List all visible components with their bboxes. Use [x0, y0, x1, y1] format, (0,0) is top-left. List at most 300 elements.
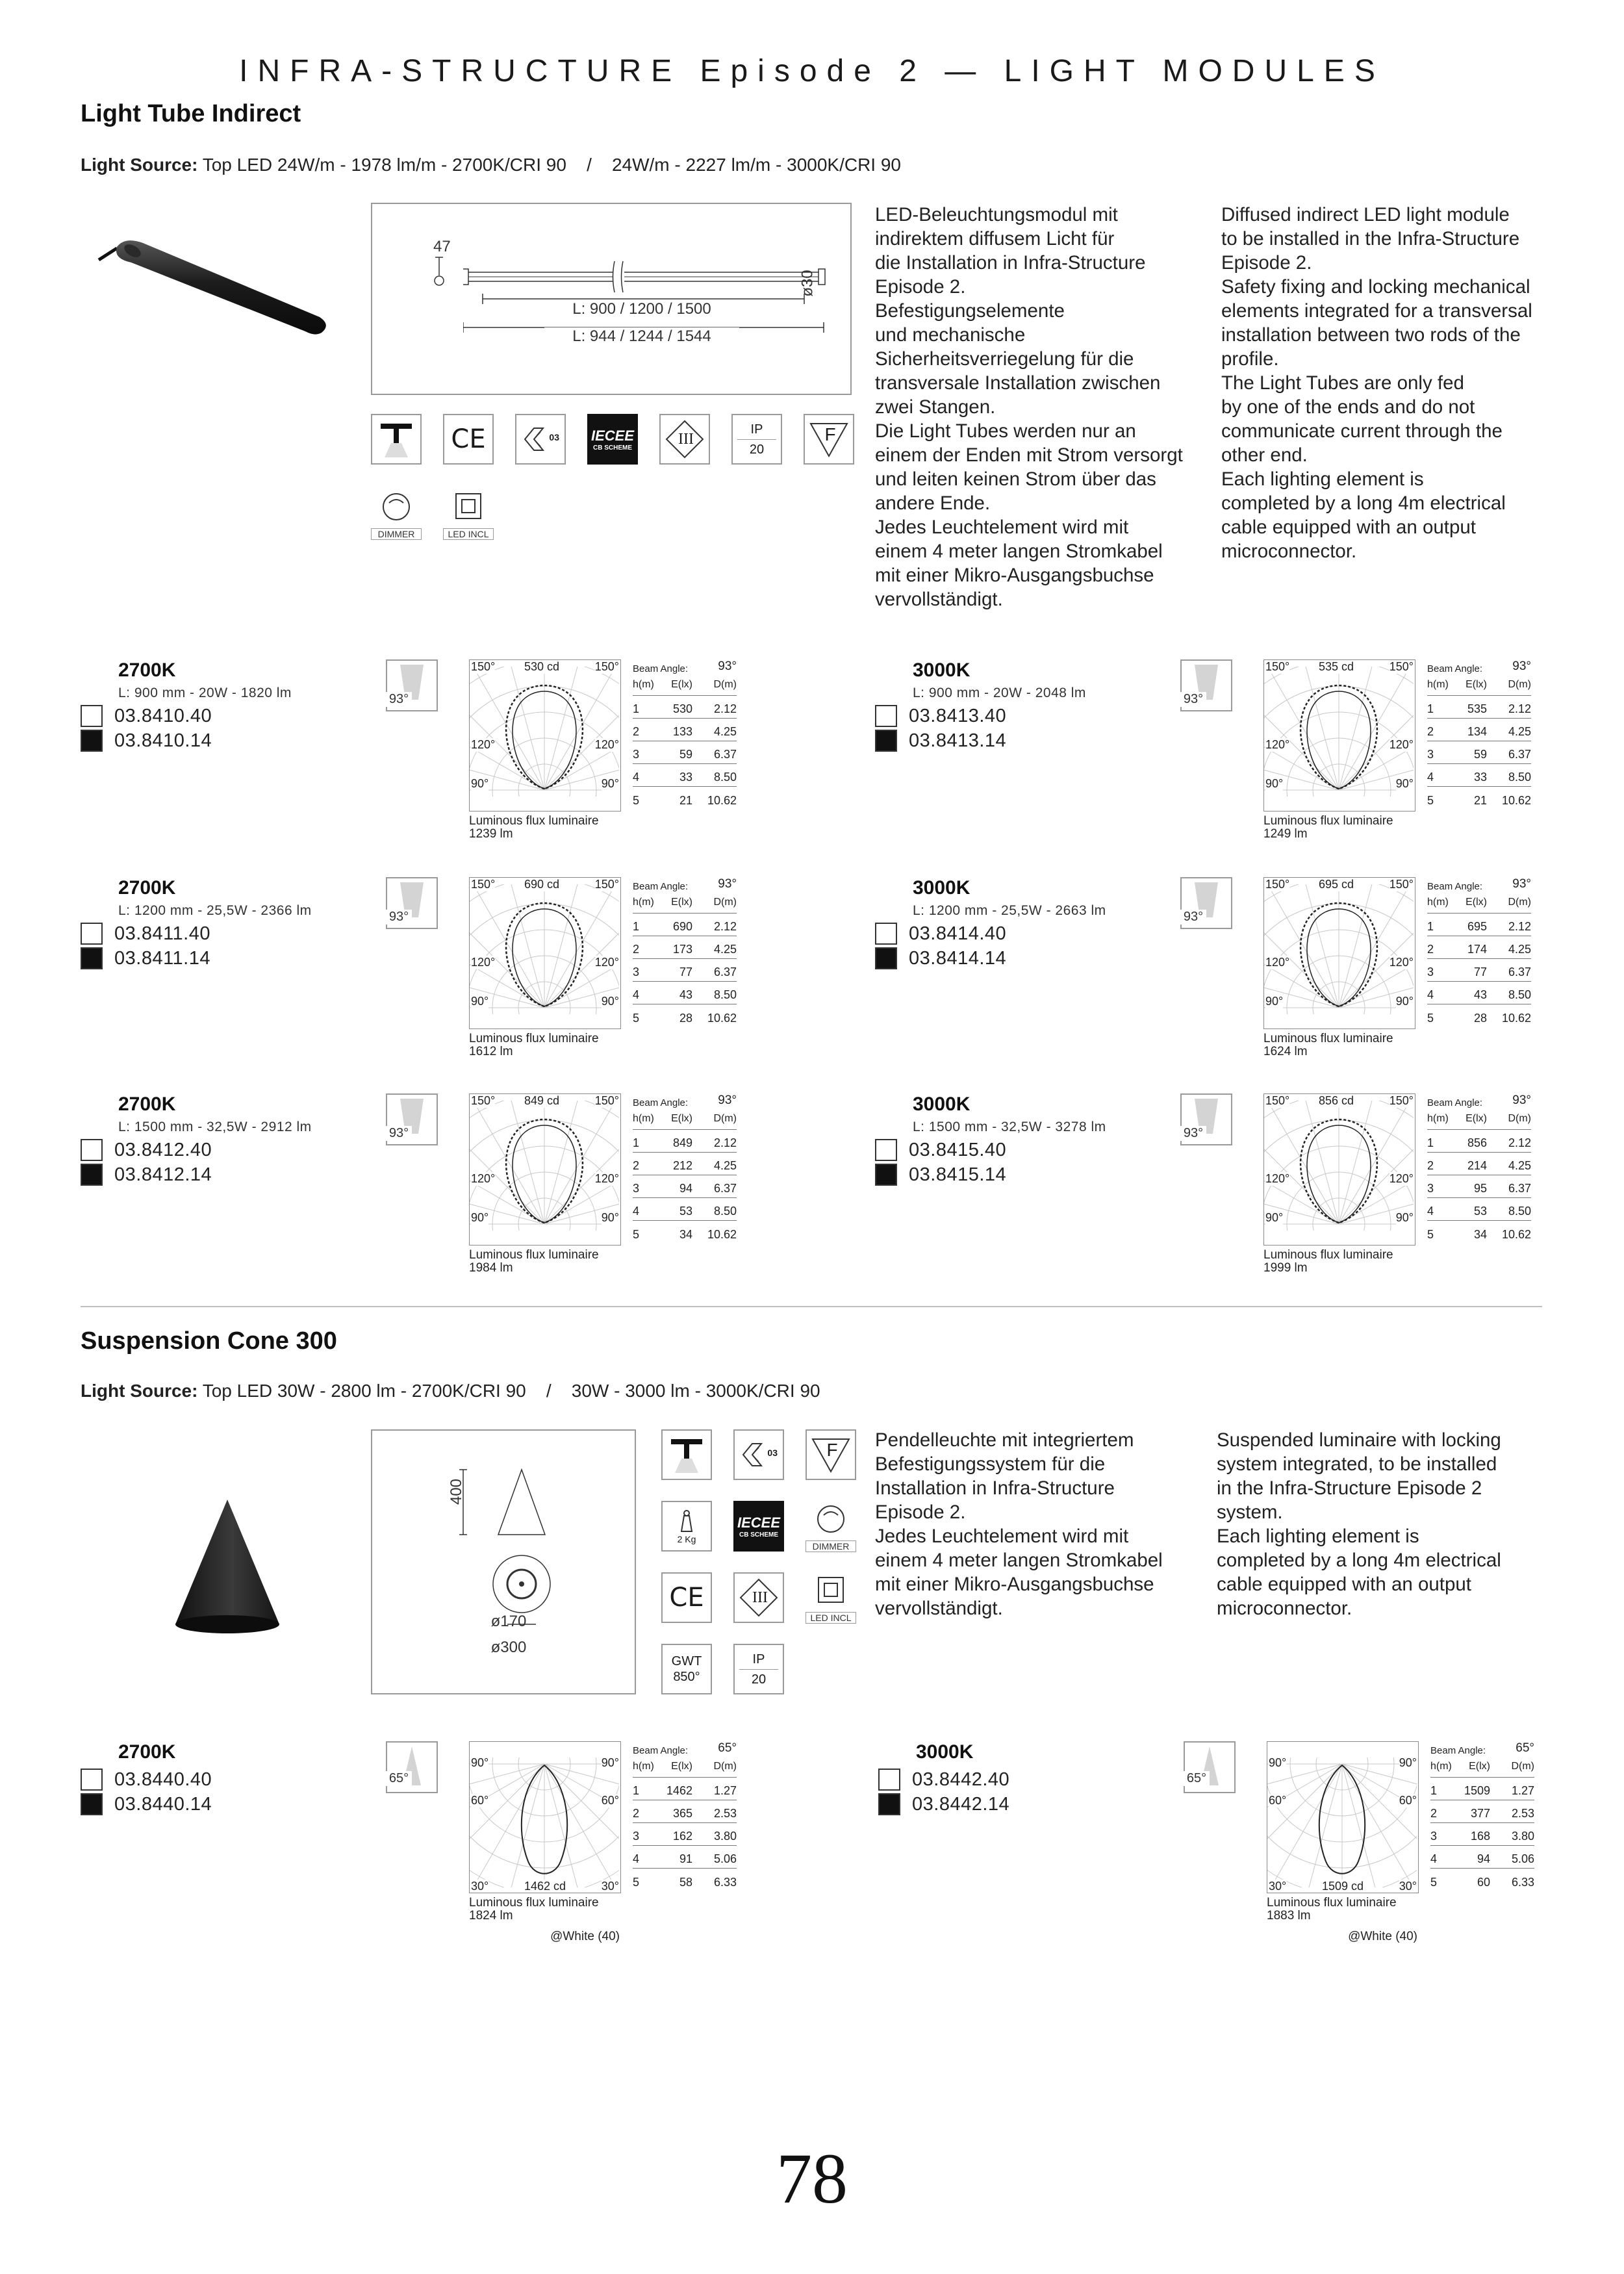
beam-angle-value: 93°	[718, 659, 737, 673]
cone-description-en: Suspended luminaire with locking system integrated, to be installed in the Infra-Structure Episode 2 system. Each lighting element is completed by a long 4m electrical cable equipped with an output microconnector.	[1217, 1429, 1501, 1619]
polar-curve-graphic	[470, 884, 619, 1014]
iecee-icon: IECEE CB SCHEME	[587, 414, 638, 465]
polar-angle-label: 120°	[471, 738, 496, 751]
article-code-black: 03.8442.14	[912, 1793, 1010, 1815]
cell-illuminance: 174	[1467, 943, 1487, 956]
article-code-white: 03.8440.40	[114, 1769, 212, 1790]
article-code-black: 03.8413.14	[909, 730, 1007, 751]
polar-angle-label: 90°	[471, 1211, 489, 1224]
polar-angle-label: 90°	[1269, 1756, 1287, 1769]
cell-height: 1	[633, 1784, 640, 1797]
polar-diagram	[1263, 1093, 1415, 1246]
cell-height: 4	[633, 988, 640, 1001]
illuminance-table	[1430, 1741, 1534, 1891]
cone-outer-diameter: ø300	[490, 1639, 527, 1656]
table-row	[1430, 1778, 1534, 1800]
cell-diameter: 6.33	[713, 1876, 737, 1889]
polar-angle-label: 150°	[594, 878, 619, 891]
column-illuminance: E(lx)	[671, 897, 692, 908]
tube-diameter-label: ø30	[798, 270, 817, 297]
cell-diameter: 3.80	[1511, 1830, 1534, 1843]
cone-inner-diameter: ø170	[490, 1613, 527, 1630]
luminous-flux-value: 1249 lm	[1263, 827, 1308, 841]
cell-illuminance: 28	[679, 1012, 692, 1025]
cell-height: 5	[633, 1876, 640, 1889]
white-finish-swatch	[81, 1769, 103, 1791]
column-illuminance: E(lx)	[1465, 1113, 1487, 1124]
table-columns	[1427, 679, 1531, 696]
table-row	[633, 1221, 737, 1244]
class-iii-icon: III	[659, 414, 710, 465]
table-row	[1427, 741, 1531, 764]
column-illuminance: E(lx)	[1465, 897, 1487, 908]
table-row	[1430, 1846, 1534, 1869]
column-illuminance: E(lx)	[1465, 679, 1487, 690]
cell-illuminance: 34	[1473, 1228, 1487, 1241]
illuminance-table	[1427, 659, 1531, 810]
cell-height: 2	[633, 725, 640, 738]
code-row-black	[875, 946, 1006, 971]
light-source-text: Top LED 30W - 2800 lm - 2700K/CRI 90 / 30W - 3000 lm - 3000K/CRI 90	[197, 1381, 820, 1401]
luminous-flux-label: Luminous flux luminaire	[469, 1896, 599, 1910]
cell-diameter: 6.37	[713, 748, 737, 761]
cell-height: 5	[1427, 794, 1434, 807]
color-temperature: 2700K	[118, 1741, 176, 1763]
cell-height: 2	[633, 1807, 640, 1820]
article-code-black: 03.8410.14	[114, 730, 212, 751]
glow-wire-icon: GWT 850°	[661, 1644, 712, 1694]
beam-angle-value: 93°	[1512, 659, 1531, 673]
polar-angle-label: 30°	[471, 1880, 489, 1893]
table-row	[633, 913, 737, 936]
cell-illuminance: 168	[1470, 1830, 1490, 1843]
cell-diameter: 6.37	[713, 1182, 737, 1195]
table-header	[1430, 1741, 1534, 1761]
polar-candela-label: 690 cd	[524, 878, 560, 891]
polar-angle-label: 150°	[471, 1094, 496, 1107]
luminous-flux-label: Luminous flux luminaire	[469, 1248, 599, 1262]
luminous-flux-value: 1824 lm	[469, 1909, 513, 1923]
column-diameter: D(m)	[713, 1761, 737, 1772]
cell-illuminance: 849	[672, 1136, 692, 1149]
beam-angle-label: Beam Angle:	[1427, 1097, 1483, 1108]
black-finish-swatch	[81, 1164, 103, 1186]
polar-curve-graphic	[1267, 1757, 1417, 1887]
polar-angle-label: 90°	[471, 995, 489, 1008]
article-code-white: 03.8413.40	[909, 705, 1007, 726]
color-temperature: 2700K	[118, 1093, 176, 1115]
polar-angle-label: 120°	[1265, 956, 1290, 969]
table-row	[633, 1869, 737, 1891]
cell-illuminance: 95	[1473, 1182, 1487, 1195]
cell-height: 3	[1427, 1182, 1434, 1195]
column-height: h(m)	[633, 1761, 654, 1772]
polar-angle-label: 90°	[1265, 777, 1284, 790]
column-height: h(m)	[1427, 1113, 1449, 1124]
table-row	[1427, 1004, 1531, 1027]
cell-diameter: 2.53	[713, 1807, 737, 1820]
beam-angle-label: Beam Angle:	[1430, 1745, 1486, 1756]
variant-spec: L: 900 mm - 20W - 1820 lm	[118, 685, 292, 700]
cell-illuminance: 33	[1473, 771, 1487, 784]
polar-angle-label: 120°	[471, 1172, 496, 1185]
cell-illuminance: 162	[672, 1830, 692, 1843]
code-row-black	[875, 1162, 1006, 1187]
cell-illuminance: 212	[672, 1159, 692, 1172]
table-row	[633, 1153, 737, 1175]
finish-note: @White (40)	[550, 1930, 620, 1943]
cell-height: 4	[1430, 1852, 1438, 1865]
cell-illuminance: 91	[679, 1852, 692, 1865]
cell-illuminance: 58	[679, 1876, 692, 1889]
cell-illuminance: 856	[1467, 1136, 1487, 1149]
cell-height: 1	[1427, 1136, 1434, 1149]
light-source-label: Light Source:	[81, 155, 198, 175]
cell-height: 1	[1430, 1784, 1438, 1797]
column-diameter: D(m)	[1511, 1761, 1534, 1772]
cell-diameter: 2.12	[713, 702, 737, 715]
product-variant	[878, 1741, 1624, 1943]
beam-angle-value: 93°	[718, 1093, 737, 1107]
polar-angle-label: 90°	[1395, 1211, 1414, 1224]
variant-spec: L: 900 mm - 20W - 2048 lm	[913, 685, 1086, 700]
cell-height: 3	[633, 1182, 640, 1195]
polar-angle-label: 150°	[1389, 878, 1414, 891]
code-row-white	[875, 704, 1006, 728]
illuminance-table	[1427, 1093, 1531, 1244]
cell-height: 3	[633, 965, 640, 978]
beam-angle-icon-label: 65°	[386, 1771, 412, 1786]
white-finish-swatch	[875, 923, 897, 945]
cone-drawing	[450, 1463, 580, 1665]
beam-angle-label: Beam Angle:	[633, 1745, 689, 1756]
beam-angle-label: Beam Angle:	[1427, 881, 1483, 892]
cell-illuminance: 77	[1473, 965, 1487, 978]
dimmer-icon: DIMMER	[371, 489, 422, 539]
cell-height: 1	[633, 1136, 640, 1149]
illuminance-table	[633, 1741, 737, 1891]
polar-angle-label: 150°	[1265, 1094, 1290, 1107]
cell-diameter: 8.50	[713, 1205, 737, 1218]
table-row	[633, 1130, 737, 1153]
color-temperature: 2700K	[118, 877, 176, 899]
polar-angle-label: 90°	[1395, 995, 1414, 1008]
table-row	[1430, 1823, 1534, 1846]
black-finish-swatch	[81, 730, 103, 752]
cell-illuminance: 377	[1470, 1807, 1490, 1820]
polar-angle-label: 120°	[1265, 738, 1290, 751]
cell-diameter: 10.62	[707, 1228, 737, 1241]
cell-diameter: 4.25	[713, 943, 737, 956]
table-header	[633, 659, 737, 679]
cell-height: 4	[633, 1205, 640, 1218]
cone-height-label: 400	[448, 1478, 466, 1505]
table-row	[633, 982, 737, 1004]
polar-curve-graphic	[470, 1757, 619, 1887]
cell-diameter: 10.62	[1501, 1228, 1531, 1241]
color-temperature: 2700K	[118, 659, 176, 681]
cell-height: 5	[1427, 1012, 1434, 1025]
table-row	[633, 959, 737, 982]
code-row-black	[81, 728, 212, 753]
polar-angle-label: 30°	[1399, 1880, 1417, 1893]
polar-angle-label: 90°	[601, 1756, 619, 1769]
polar-angle-label: 120°	[594, 738, 619, 751]
table-header	[1427, 1093, 1531, 1113]
cell-diameter: 5.06	[1511, 1852, 1534, 1865]
luminous-flux-label: Luminous flux luminaire	[1263, 1248, 1393, 1262]
polar-curve-graphic	[1264, 884, 1414, 1014]
polar-angle-label: 120°	[594, 956, 619, 969]
table-row	[633, 1004, 737, 1027]
polar-angle-label: 120°	[1389, 1172, 1414, 1185]
cell-height: 5	[1430, 1876, 1438, 1889]
cell-illuminance: 21	[679, 794, 692, 807]
white-finish-swatch	[875, 1139, 897, 1161]
ce-mark-icon: CE	[661, 1572, 712, 1623]
cell-height: 4	[1427, 988, 1434, 1001]
luminous-flux-value: 1999 lm	[1263, 1261, 1308, 1275]
table-columns	[633, 679, 737, 696]
code-row-white	[81, 1138, 212, 1162]
column-illuminance: E(lx)	[1469, 1761, 1490, 1772]
polar-curve-graphic	[1264, 667, 1414, 797]
luminous-flux-value: 1239 lm	[469, 827, 513, 841]
table-row	[1427, 719, 1531, 741]
finish-note: @White (40)	[1348, 1930, 1417, 1943]
table-row	[1427, 913, 1531, 936]
article-code-black: 03.8414.14	[909, 947, 1007, 969]
table-header	[633, 1093, 737, 1113]
polar-angle-label: 90°	[1399, 1756, 1417, 1769]
cell-height: 2	[633, 943, 640, 956]
cell-diameter: 4.25	[1508, 943, 1531, 956]
cell-diameter: 2.12	[1508, 920, 1531, 933]
cell-diameter: 8.50	[1508, 988, 1531, 1001]
cell-illuminance: 53	[679, 1205, 692, 1218]
variant-spec: L: 1500 mm - 32,5W - 2912 lm	[118, 1119, 312, 1134]
beam-angle-label: Beam Angle:	[633, 881, 689, 892]
polar-candela-label: 535 cd	[1319, 660, 1354, 673]
polar-angle-label: 120°	[1389, 738, 1414, 751]
product-variant	[81, 1093, 828, 1288]
table-row	[1430, 1800, 1534, 1823]
polar-diagram	[469, 659, 621, 811]
cell-height: 5	[1427, 1228, 1434, 1241]
polar-angle-label: 30°	[601, 1880, 619, 1893]
cell-diameter: 4.25	[713, 1159, 737, 1172]
polar-diagram	[1263, 659, 1415, 811]
white-finish-swatch	[875, 705, 897, 727]
table-columns	[1430, 1761, 1534, 1778]
column-diameter: D(m)	[1508, 1113, 1531, 1124]
section-title-cone: Suspension Cone 300	[81, 1327, 337, 1355]
light-source-label: Light Source:	[81, 1381, 198, 1401]
column-height: h(m)	[1430, 1761, 1452, 1772]
cell-diameter: 1.27	[1511, 1784, 1534, 1797]
color-temperature: 3000K	[913, 659, 971, 681]
cell-diameter: 1.27	[713, 1784, 737, 1797]
table-row	[633, 1823, 737, 1846]
code-row-white	[81, 704, 212, 728]
beam-angle-icon-label: 65°	[1184, 1771, 1210, 1786]
light-source-text: Top LED 24W/m - 1978 lm/m - 2700K/CRI 90 / 24W/m - 2227 lm/m - 3000K/CRI 90	[197, 155, 902, 175]
polar-diagram	[1267, 1741, 1419, 1893]
cell-height: 1	[1427, 702, 1434, 715]
code-row-black	[81, 1162, 212, 1187]
cell-illuminance: 43	[1473, 988, 1487, 1001]
black-finish-swatch	[81, 947, 103, 969]
polar-angle-label: 90°	[1265, 995, 1284, 1008]
cell-illuminance: 94	[1477, 1852, 1490, 1865]
polar-angle-label: 60°	[601, 1794, 619, 1807]
luminous-flux-value: 1984 lm	[469, 1261, 513, 1275]
cell-diameter: 6.37	[1508, 1182, 1531, 1195]
polar-candela-label: 849 cd	[524, 1094, 560, 1107]
tube-height-label: 47	[433, 238, 451, 255]
beam-angle-icon-label: 93°	[386, 910, 412, 925]
led-included-icon: LED INCL	[806, 1572, 856, 1623]
table-row	[633, 696, 737, 719]
luminous-flux-value: 1883 lm	[1267, 1909, 1311, 1923]
cell-illuminance: 43	[679, 988, 692, 1001]
article-code-white: 03.8414.40	[909, 923, 1007, 944]
color-temperature: 3000K	[913, 877, 971, 899]
beam-angle-label: Beam Angle:	[1427, 663, 1483, 674]
cell-height: 3	[633, 748, 640, 761]
cell-illuminance: 28	[1473, 1012, 1487, 1025]
cell-diameter: 4.25	[1508, 725, 1531, 738]
column-diameter: D(m)	[1508, 679, 1531, 690]
column-illuminance: E(lx)	[671, 1113, 692, 1124]
illuminance-table	[633, 659, 737, 810]
cell-height: 3	[633, 1830, 640, 1843]
beam-angle-icon-label: 93°	[386, 1126, 412, 1141]
f-mark-icon: F	[806, 1429, 856, 1480]
cell-illuminance: 77	[679, 965, 692, 978]
cell-diameter: 8.50	[713, 771, 737, 784]
polar-candela-label: 1509 cd	[1322, 1880, 1364, 1893]
table-row	[633, 787, 737, 810]
white-finish-swatch	[81, 1139, 103, 1161]
cone-light-source	[81, 1381, 820, 1401]
table-row	[633, 719, 737, 741]
tube-product-image	[91, 221, 338, 351]
polar-angle-label: 120°	[471, 956, 496, 969]
table-columns	[633, 1761, 737, 1778]
cell-height: 1	[633, 702, 640, 715]
cell-height: 2	[1430, 1807, 1438, 1820]
column-height: h(m)	[633, 1113, 654, 1124]
beam-angle-value: 65°	[718, 1741, 737, 1755]
cell-diameter: 8.50	[713, 988, 737, 1001]
polar-candela-label: 695 cd	[1319, 878, 1354, 891]
code-row-white	[81, 921, 210, 946]
beam-angle-value: 93°	[718, 877, 737, 891]
polar-angle-label: 150°	[1389, 660, 1414, 673]
code-row-white	[875, 1138, 1006, 1162]
article-code-white: 03.8415.40	[909, 1139, 1007, 1160]
article-code-black: 03.8440.14	[114, 1793, 212, 1815]
table-header	[633, 877, 737, 897]
cell-illuminance: 133	[672, 725, 692, 738]
cell-illuminance: 214	[1467, 1159, 1487, 1172]
polar-candela-label: 1462 cd	[524, 1880, 566, 1893]
polar-angle-label: 150°	[1265, 878, 1290, 891]
table-header	[1427, 877, 1531, 897]
code-row-black	[81, 1792, 212, 1817]
cell-illuminance: 94	[679, 1182, 692, 1195]
white-finish-swatch	[878, 1769, 900, 1791]
table-columns	[633, 897, 737, 913]
tube-length-outer: L: 944 / 1244 / 1544	[544, 327, 739, 346]
cell-height: 3	[1427, 965, 1434, 978]
polar-angle-label: 150°	[1265, 660, 1290, 673]
code-row-black	[81, 946, 210, 971]
polar-angle-label: 120°	[1265, 1172, 1290, 1185]
luminous-flux-label: Luminous flux luminaire	[1263, 1032, 1393, 1045]
cell-diameter: 4.25	[713, 725, 737, 738]
variant-spec: L: 1200 mm - 25,5W - 2366 lm	[118, 903, 312, 918]
table-columns	[1427, 1113, 1531, 1130]
cell-height: 4	[633, 771, 640, 784]
table-row	[1427, 1153, 1531, 1175]
cell-height: 4	[633, 1852, 640, 1865]
article-code-black: 03.8412.14	[114, 1164, 212, 1185]
cell-diameter: 8.50	[1508, 1205, 1531, 1218]
luminous-flux-label: Luminous flux luminaire	[469, 1032, 599, 1045]
cell-height: 2	[1427, 725, 1434, 738]
column-height: h(m)	[633, 897, 654, 908]
polar-angle-label: 60°	[1269, 1794, 1287, 1807]
cell-diameter: 2.12	[1508, 702, 1531, 715]
column-height: h(m)	[1427, 897, 1449, 908]
luminous-flux-value: 1624 lm	[1263, 1045, 1308, 1058]
luminous-flux-label: Luminous flux luminaire	[469, 814, 599, 828]
table-row	[1427, 1198, 1531, 1221]
cell-height: 5	[633, 1228, 640, 1241]
polar-angle-label: 120°	[1389, 956, 1414, 969]
column-diameter: D(m)	[713, 679, 737, 690]
table-row	[633, 764, 737, 787]
article-code-white: 03.8411.40	[114, 923, 210, 944]
article-code-white: 03.8410.40	[114, 705, 212, 726]
column-illuminance: E(lx)	[671, 1761, 692, 1772]
column-illuminance: E(lx)	[671, 679, 692, 690]
cell-illuminance: 535	[1467, 702, 1487, 715]
polar-curve-graphic	[470, 667, 619, 797]
cell-diameter: 6.37	[1508, 965, 1531, 978]
white-finish-swatch	[81, 705, 103, 727]
table-row	[633, 1800, 737, 1823]
polar-angle-label: 150°	[471, 660, 496, 673]
polar-angle-label: 90°	[601, 777, 619, 790]
article-code-black: 03.8415.14	[909, 1164, 1007, 1185]
polar-diagram	[469, 1093, 621, 1246]
table-row	[1427, 764, 1531, 787]
cell-diameter: 6.37	[1508, 748, 1531, 761]
article-code-white: 03.8442.40	[912, 1769, 1010, 1790]
variant-spec: L: 1500 mm - 32,5W - 3278 lm	[913, 1119, 1106, 1134]
cell-illuminance: 1509	[1464, 1784, 1490, 1797]
cell-height: 5	[633, 1012, 640, 1025]
table-row	[1427, 982, 1531, 1004]
luminous-flux-label: Luminous flux luminaire	[1267, 1896, 1397, 1910]
cone-product-image	[162, 1494, 292, 1637]
cell-illuminance: 34	[679, 1228, 692, 1241]
tube-description-de: LED-Beleuchtungsmodul mit indirektem diffusem Licht für die Installation in Infra-Structure Episode 2. Befestigungselemente und mechanische Sicherheitsverriegelung für die transversale Installation zwischen zwei Stangen. Die Light Tubes werden nur an einem der Enden mit Strom versorgt und leiten keinen Strom über das andere Ende. Jedes Leuchtelement wird mit einem 4 meter langen Stromkabel mit einer Mikro-Ausgangsbuchse vervollständigt.	[875, 204, 1183, 610]
cell-height: 2	[1427, 1159, 1434, 1172]
